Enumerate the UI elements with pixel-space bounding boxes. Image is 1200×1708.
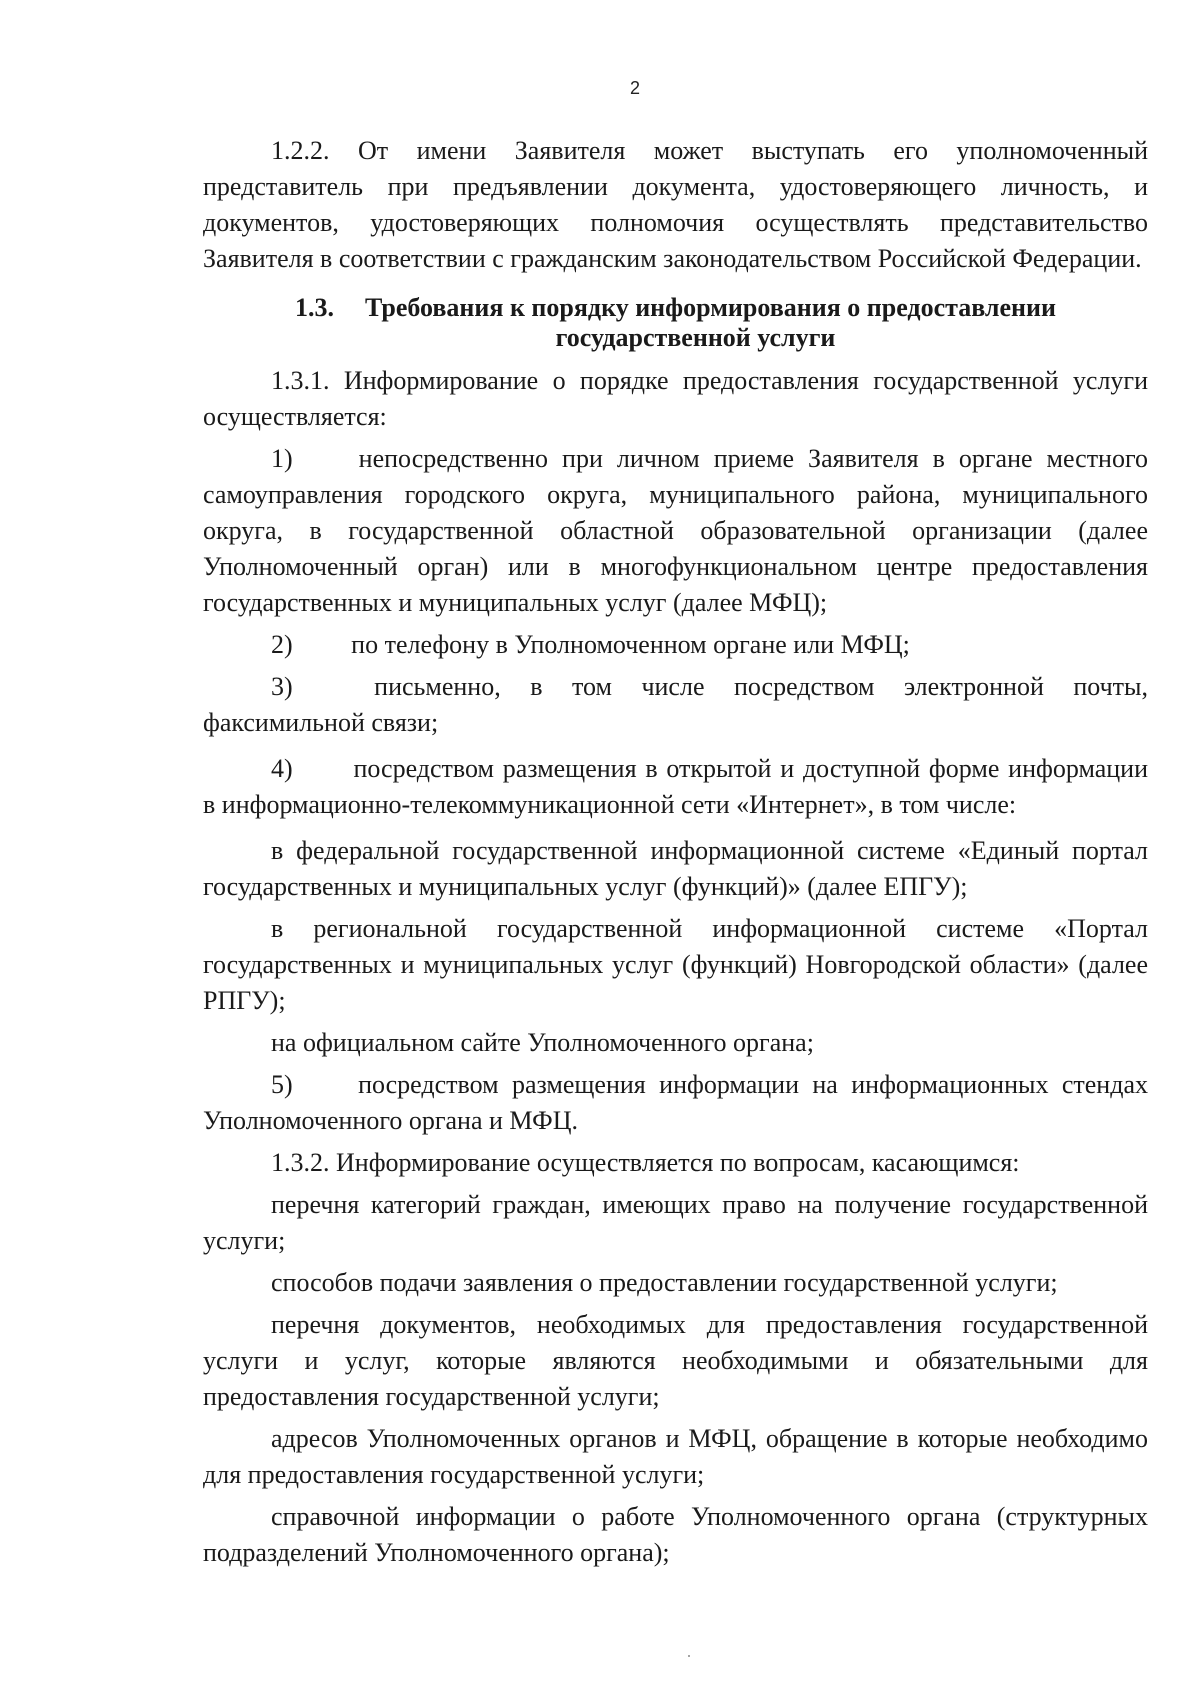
section-title-line-1: Требования к порядку информирования о предоставлении [365,293,1056,322]
list-item-2-number: 2) [271,630,293,659]
list-item-3 [203,669,1148,741]
topic-item-3: перечня документов, необходимых для предоставления государственной услуги и услуг, которые являются необходимыми и обязательными для предоставления государственной услуги; [203,1310,1148,1411]
list-item-3-text: письменно, в том числе посредством электронной почты, факсимильной связи; [203,672,1149,737]
list-item-4-text: посредством размещения в открытой и доступной форме информации в информационно-телекоммуникационной сети «Интернет», в том числе: [203,754,1148,819]
paragraph-1-3-1: 1.3.1. Информирование о порядке предоставления государственной услуги осуществляется: [203,366,1148,431]
topic-item-2: способов подачи заявления о предоставлении государственной услуги; [271,1268,1058,1297]
list-item-5-text: посредством размещения информации на информационных стендах Уполномоченного органа и МФЦ. [203,1070,1148,1135]
topic-item-5: справочной информации о работе Уполномоченного органа (структурных подразделений Уполномоченного органа); [203,1502,1148,1567]
list-item-5 [203,1067,1148,1139]
sub-item-official-site: на официальном сайте Уполномоченного органа; [271,1028,814,1057]
section-number: 1.3. [295,293,335,322]
section-title-line-2: государственной услуги [555,323,836,352]
list-item-2 [203,627,1148,663]
section-heading-1-3 [203,293,1148,353]
paragraph-1-2-2: 1.2.2. От имени Заявителя может выступать его уполномоченный представитель при предъявлении документа, удостоверяющего личность, и документов, удостоверяющих полномочия осуществлять представительство Заявителя в соответствии с гражданским законодательством Российской Федерации. [203,136,1148,273]
list-item-2-text: по телефону в Уполномоченном органе или МФЦ; [351,630,910,659]
document-body [203,133,1148,1571]
sub-item-epgu: в федеральной государственной информационной системе «Единый портал государственных и муниципальных услуг (функций)» (далее ЕПГУ); [203,836,1148,901]
list-item-1-text: непосредственно при личном приеме Заявителя в органе местного самоуправления городского округа, муниципального района, муниципального округа, в государственной областной образовательной организации (далее Уполномоченный орган) или в многофункциональном центре предоставления государственных и муниципальных услуг (далее МФЦ); [203,444,1148,617]
list-item-1-number: 1) [271,444,293,473]
list-item-4 [203,751,1148,823]
topic-item-4: адресов Уполномоченных органов и МФЦ, обращение в которые необходимо для предоставления государственной услуги; [203,1424,1148,1489]
list-item-3-number: 3) [271,672,293,701]
list-item-1 [203,441,1148,621]
scan-speck [688,1655,690,1657]
paragraph-1-3-2: 1.3.2. Информирование осуществляется по вопросам, касающимся: [271,1148,1020,1177]
topic-item-1: перечня категорий граждан, имеющих право на получение государственной услуги; [203,1190,1148,1255]
list-item-5-number: 5) [271,1070,293,1099]
page-number: 2 [629,78,640,98]
list-item-4-number: 4) [271,754,293,783]
sub-item-rpgu: в региональной государственной информационной системе «Портал государственных и муниципальных услуг (функций) Новгородской области» (далее РПГУ); [203,914,1148,1015]
